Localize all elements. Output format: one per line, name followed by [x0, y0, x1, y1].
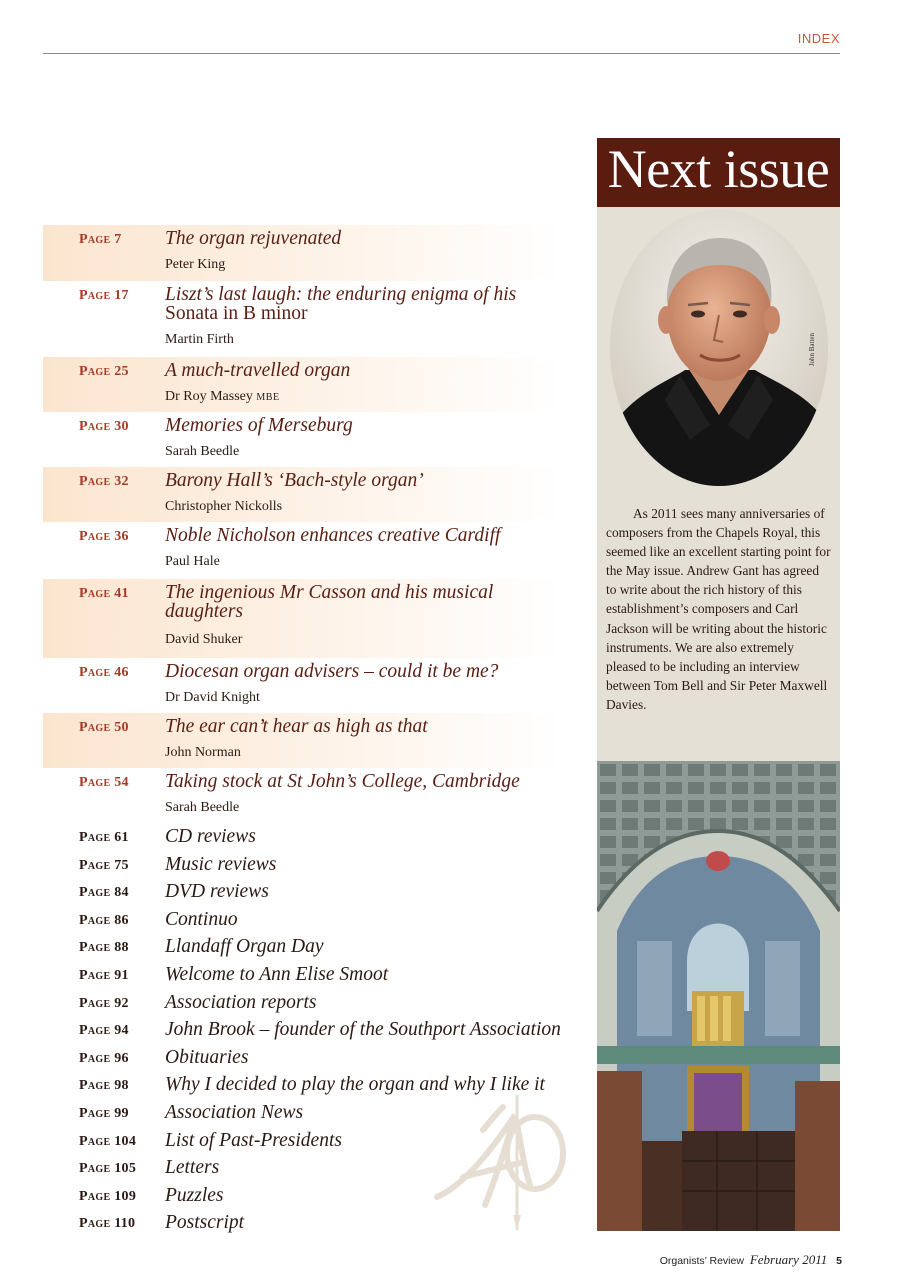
- article-title[interactable]: CD reviews: [165, 826, 256, 847]
- section-label: INDEX: [797, 31, 840, 46]
- page-number: Page 104: [79, 1133, 137, 1149]
- page-number: Page 110: [79, 1216, 136, 1232]
- toc-entry[interactable]: [43, 823, 563, 851]
- page-number: Page 109: [79, 1188, 137, 1204]
- page-number: Page 88: [79, 940, 129, 956]
- association-logo-watermark: [425, 1085, 575, 1235]
- next-issue-sidebar: [597, 138, 840, 1231]
- article-author: Christopher Nickolls: [165, 499, 283, 514]
- toc-entry[interactable]: [43, 579, 563, 658]
- issue-date: February 2011: [749, 1252, 828, 1267]
- page-number: Page 91: [79, 967, 129, 983]
- toc-entry[interactable]: [43, 713, 563, 768]
- toc-entry[interactable]: [43, 878, 563, 906]
- toc-entry[interactable]: [43, 281, 563, 357]
- article-title[interactable]: List of Past-Presidents: [165, 1129, 342, 1151]
- article-title[interactable]: Llandaff Organ Day: [165, 936, 324, 958]
- page-number: Page 75: [79, 857, 129, 873]
- article-author: Peter King: [165, 257, 226, 272]
- article-title[interactable]: John Brook – founder of the Southport Association: [165, 1019, 561, 1041]
- article-title[interactable]: Continuo: [165, 908, 238, 930]
- publication-name: Organists’ Review: [659, 1255, 744, 1267]
- church-interior-illustration: [597, 761, 840, 1231]
- toc-entry[interactable]: [43, 225, 563, 281]
- article-title[interactable]: The ear can’t hear as high as that: [165, 716, 428, 737]
- toc-entry[interactable]: [43, 658, 563, 713]
- article-title[interactable]: Taking stock at St John’s College, Cambridge: [165, 771, 520, 792]
- article-title[interactable]: The ingenious Mr Casson and his musical daughters: [165, 582, 494, 622]
- photo-credit: John Batten: [808, 333, 816, 367]
- page-number: Page 96: [79, 1050, 129, 1066]
- toc-entry[interactable]: [43, 522, 563, 579]
- article-title[interactable]: Diocesan organ advisers – could it be me?: [165, 661, 499, 682]
- page-number: Page 46: [79, 665, 129, 680]
- toc-entry[interactable]: [43, 357, 563, 412]
- toc-entry[interactable]: [43, 412, 563, 467]
- page-number: Page 54: [79, 775, 129, 790]
- page-number: Page 92: [79, 995, 129, 1011]
- article-author: Dr Roy Massey MBE: [165, 389, 280, 404]
- article-author: Martin Firth: [165, 332, 234, 347]
- page-number-footer: 5: [836, 1255, 842, 1267]
- article-title[interactable]: The organ rejuvenated: [165, 228, 342, 249]
- page-number: Page 99: [79, 1105, 129, 1121]
- article-author: Paul Hale: [165, 554, 220, 569]
- toc-entry[interactable]: [43, 961, 563, 989]
- toc-entry[interactable]: [43, 906, 563, 934]
- article-title[interactable]: Barony Hall’s ‘Bach-style organ’: [165, 470, 424, 491]
- portrait-photo: [610, 210, 828, 486]
- page-number: Page 94: [79, 1023, 129, 1039]
- article-title[interactable]: Why I decided to play the organ and why I like it: [165, 1074, 545, 1096]
- header-rule: [43, 53, 840, 54]
- page-number: Page 25: [79, 364, 129, 379]
- article-title[interactable]: Welcome to Ann Elise Smoot: [165, 963, 389, 985]
- page-number: Page 98: [79, 1078, 129, 1094]
- page-number: Page 30: [79, 419, 129, 434]
- article-title[interactable]: DVD reviews: [165, 881, 269, 903]
- toc-entry[interactable]: [43, 467, 563, 522]
- article-author: David Shuker: [165, 632, 243, 647]
- toc-entry[interactable]: [43, 1016, 563, 1044]
- next-issue-blurb: As 2011 sees many anniversaries of composers from the Chapels Royal, this seemed like an excellent starting point for the May issue. Andrew Gant has agreed to write about the rich history of this establishment’s composers and Carl Jackson will be writing about the historic instruments. We are also extremely pleased to be including an interview between Tom Bell and Sir Peter Maxwell Davies.: [606, 506, 831, 712]
- toc-entry[interactable]: [43, 933, 563, 961]
- article-title[interactable]: Puzzles: [165, 1184, 224, 1206]
- article-title[interactable]: A much-travelled organ: [165, 360, 351, 381]
- toc-entry[interactable]: [43, 1044, 563, 1072]
- article-author: Sarah Beedle: [165, 444, 240, 459]
- article-title[interactable]: Letters: [165, 1157, 220, 1179]
- article-author: John Norman: [165, 745, 241, 760]
- page-number: Page 7: [79, 232, 122, 247]
- article-title[interactable]: Liszt’s last laugh: the enduring enigma of his Sonata in B minor: [165, 284, 517, 324]
- toc-entry[interactable]: [43, 989, 563, 1017]
- toc-entry[interactable]: [43, 768, 563, 823]
- article-title[interactable]: Association News: [165, 1101, 304, 1123]
- article-title[interactable]: Noble Nicholson enhances creative Cardiff: [165, 525, 501, 546]
- page-number: Page 61: [79, 830, 129, 845]
- page-number: Page 84: [79, 885, 129, 901]
- article-author: Dr David Knight: [165, 690, 260, 705]
- article-author: Sarah Beedle: [165, 800, 240, 815]
- toc-entry[interactable]: [43, 851, 563, 879]
- article-title[interactable]: Association reports: [165, 991, 317, 1013]
- article-title[interactable]: Memories of Merseburg: [165, 415, 353, 436]
- page-number: Page 86: [79, 912, 129, 928]
- page-number: Page 50: [79, 720, 129, 735]
- page-number: Page 32: [79, 474, 129, 489]
- page-footer: [660, 1252, 842, 1268]
- page-number: Page 36: [79, 529, 129, 544]
- page-number: Page 41: [79, 586, 129, 601]
- next-issue-heading: Next issue: [597, 138, 840, 207]
- article-title[interactable]: Obituaries: [165, 1046, 249, 1068]
- page-number: Page 17: [79, 288, 129, 303]
- page-number: Page 105: [79, 1161, 137, 1177]
- article-title[interactable]: Postscript: [165, 1212, 245, 1234]
- article-title[interactable]: Music reviews: [165, 853, 277, 875]
